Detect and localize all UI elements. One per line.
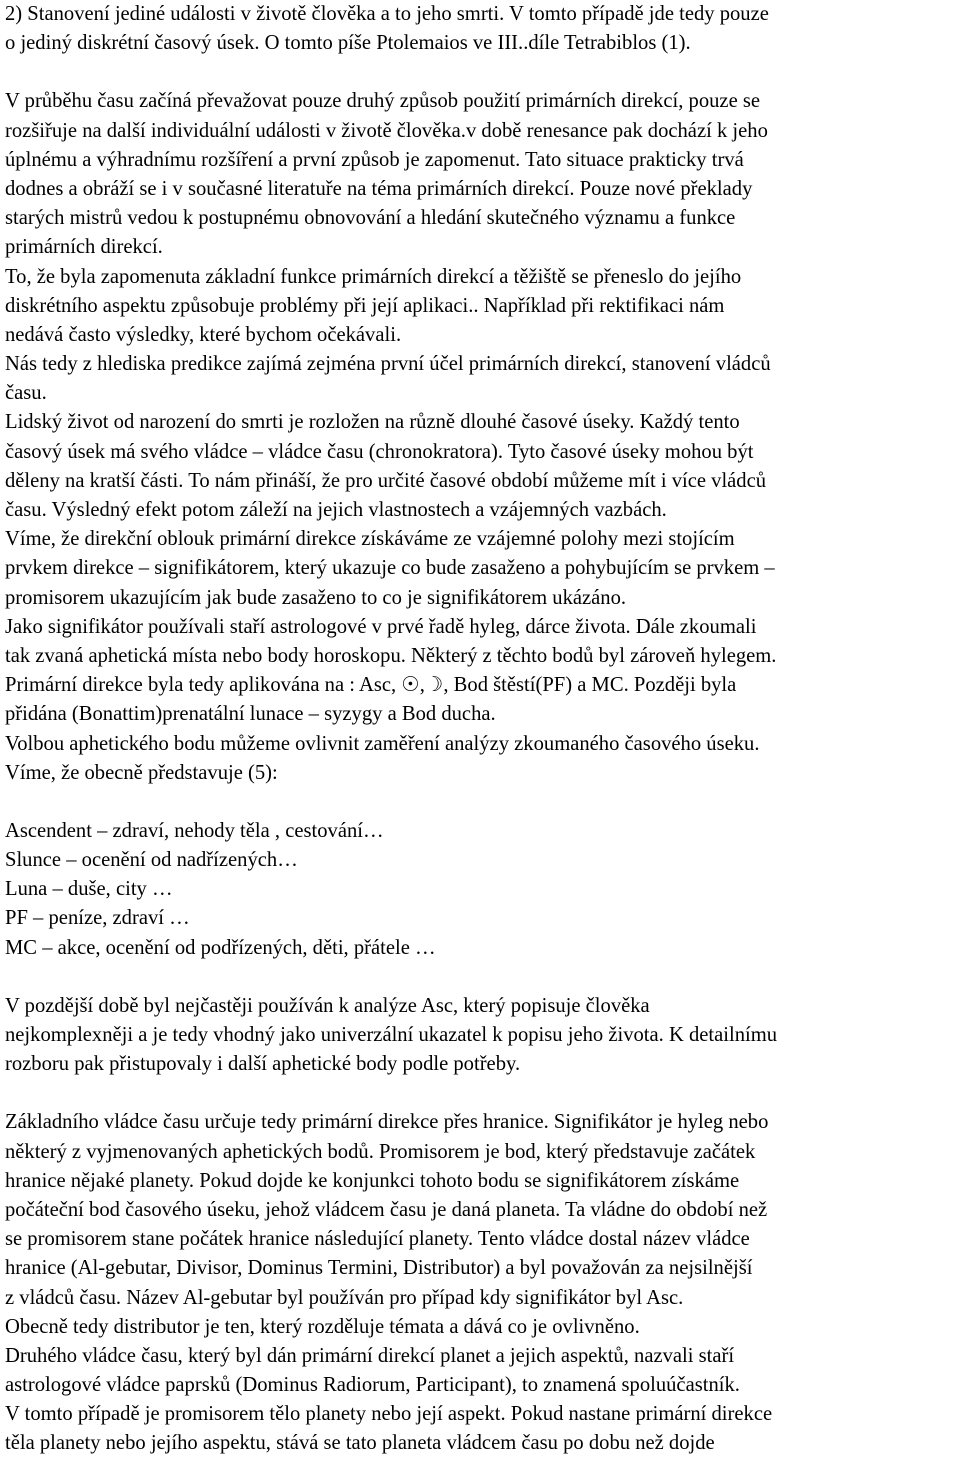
text-line: počáteční bod časového úseku, jehož vládcem času je daná planeta. Ta vládne do období než	[5, 1198, 768, 1221]
text-line: z vládců času. Název Al-gebutar byl používán pro případ kdy signifikátor byl Asc.	[5, 1286, 684, 1309]
paragraph-gap	[5, 1079, 955, 1108]
text-line: času. Výsledný efekt potom záleží na jejich vlastnostech a vzájemných vazbách.	[5, 499, 667, 521]
text-line: V pozdější době byl nejčastěji používán k analýze Asc, který popisuje člověka	[5, 994, 650, 1017]
list-item: MC – akce, ocenění od podřízených, děti, přátele …	[5, 936, 436, 959]
text-line: se promisorem stane počátek hranice následující planety. Tento vládce dostal název vládce	[5, 1228, 750, 1251]
text-line: rozšiřuje na další individuální události v životě člověka.v době renesance pak dochází k jeho	[5, 119, 768, 142]
text-line: astrologové vládce paprsků (Dominus Radiorum, Participant), to znamená spoluúčastník.	[5, 1374, 740, 1397]
text-line: některý z vyjmenovaných aphetických bodů. Promisorem je bod, který představuje začátek	[5, 1140, 756, 1163]
text-line: Základního vládce času určuje tedy primární direkce přes hranice. Signifikátor je hyleg nebo	[5, 1111, 769, 1134]
text-line: tak zvaná aphetická místa nebo body horoskopu. Některý z těchto bodů byl zároveň hylegem.	[5, 644, 777, 667]
paragraph-rulers	[5, 1108, 955, 1458]
text-line: úplnému a výhradnímu rozšíření a první způsob je zapomenut. Tato situace prakticky trvá	[5, 148, 744, 171]
paragraph-smrt	[5, 0, 955, 58]
text-line: primárních direkcí.	[5, 236, 163, 259]
paragraph-gap	[5, 963, 955, 992]
text-line: přidána (Bonattim)prenatální lunace – syzygy a Bod ducha.	[5, 703, 496, 726]
text-line: času.	[5, 382, 47, 405]
paragraph-gap	[5, 788, 955, 817]
aphetic-points-list	[5, 817, 955, 963]
text-line: To, že byla zapomenuta základní funkce primárních direkcí a těžiště se přeneslo do jejího	[5, 265, 742, 288]
paragraph-body	[5, 87, 955, 788]
text-line: Lidský život od narození do smrti je rozložen na různě dlouhé časové úseky. Každý tento	[5, 411, 740, 434]
document-page	[5, 0, 955, 1459]
text-line: hranice (Al-gebutar, Divisor, Dominus Termini, Distributor) a byl považován za nejsilnější	[5, 1257, 753, 1280]
list-item: Ascendent – zdraví, nehody těla , cestování…	[5, 819, 384, 842]
list-item: Luna – duše, city …	[5, 878, 173, 901]
text-line: diskrétního aspektu způsobuje problémy při její aplikaci.. Například při rektifikaci nám	[5, 294, 725, 317]
text-line: Volbou aphetického bodu můžeme ovlivnit zaměření analýzy zkoumaného časového úseku.	[5, 732, 760, 755]
text-line: dodnes a obráží se i v současné literatuře na téma primárních direkcí. Pouze nové překlady	[5, 177, 753, 200]
text-line: V tomto případě je promisorem tělo planety nebo její aspekt. Pokud nastane primární direkce	[5, 1403, 773, 1426]
text-line: časový úsek má svého vládce – vládce času (chronokratora). Tyto časové úseky mohou být	[5, 440, 754, 463]
text-line: Obecně tedy distributor je ten, který rozděluje témata a dává co je ovlivněno.	[5, 1315, 640, 1338]
text-line: nedává často výsledky, které bychom očekávali.	[5, 323, 402, 346]
text-line: hranice nějaké planety. Pokud dojde ke konjunkci tohoto bodu se signifikátorem získáme	[5, 1169, 740, 1192]
text-line: Primární direkce byla tedy aplikována na : Asc, ☉,☽, Bod štěstí(PF) a MC. Později byla	[5, 674, 737, 697]
paragraph-asc	[5, 992, 955, 1080]
list-item: PF – peníze, zdraví …	[5, 907, 190, 930]
text-line: rozboru pak přistupovaly i další aphetické body podle potřeby.	[5, 1053, 521, 1076]
text-line: prvkem direkce – signifikátorem, který ukazuje co bude zasaženo a pohybujícím se prvkem –	[5, 557, 775, 580]
list-item: Slunce – ocenění od nadřízených…	[5, 849, 298, 872]
text-line: Víme, že obecně představuje (5):	[5, 761, 278, 784]
text-line: Jako signifikátor používali staří astrologové v prvé řadě hyleg, dárce života. Dále zkoumali	[5, 615, 757, 638]
paragraph-gap	[5, 58, 955, 87]
text-line: 2) Stanovení jediné události v životě člověka a to jeho smrti. V tomto případě jde tedy pouze	[5, 3, 769, 25]
text-line: těla planety nebo jejího aspektu, stává se tato planeta vládcem času po dobu než dojde	[5, 1432, 715, 1455]
text-line: promisorem ukazujícím jak bude zasaženo to co je signifikátorem ukázáno.	[5, 586, 627, 609]
text-line: děleny na kratší části. To nám přináší, že pro určité časové období můžeme mít i více vládců	[5, 469, 767, 492]
text-line: o jediný diskrétní časový úsek. O tomto píše Ptolemaios ve III..díle Tetrabiblos (1).	[5, 32, 691, 55]
text-line: Nás tedy z hlediska predikce zajímá zejména první účel primárních direkcí, stanovení vládců	[5, 353, 771, 376]
text-line: Víme, že direkční oblouk primární direkce získáváme ze vzájemné polohy mezi stojícím	[5, 528, 735, 551]
text-line: V průběhu času začíná převažovat pouze druhý způsob použití primárních direkcí, pouze se	[5, 90, 761, 113]
text-line: Druhého vládce času, který byl dán primární direkcí planet a jejich aspektů, nazvali staří	[5, 1344, 735, 1367]
text-line: starých mistrů vedou k postupnému obnovování a hledání skutečného významu a funkce	[5, 207, 736, 230]
text-line: nejkomplexněji a je tedy vhodný jako univerzální ukazatel k popisu jeho života. K detailnímu	[5, 1024, 778, 1046]
